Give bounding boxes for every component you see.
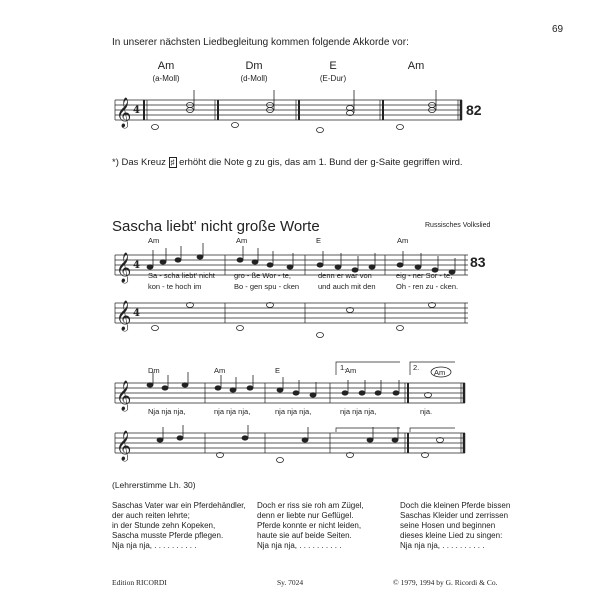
chord-symbol-circled: Am bbox=[434, 368, 446, 377]
chord-label: Am bbox=[407, 60, 425, 72]
composer-note: Russisches Volkslied bbox=[425, 222, 491, 229]
song-title: Sascha liebt' nicht große Worte bbox=[112, 218, 320, 235]
chord-symbol: Am bbox=[236, 236, 248, 245]
lyric-segment: Oh - ren zu - cken. bbox=[396, 282, 459, 291]
chord-symbol: Am bbox=[214, 366, 226, 375]
lyric-segment: gro - ße Wor - te, bbox=[234, 271, 291, 280]
treble-clef-icon: 𝄞 bbox=[116, 253, 132, 283]
chord-sub-label: (a-Moll) bbox=[152, 74, 180, 83]
chord-symbol: Am bbox=[397, 236, 409, 245]
chord-symbol: Dm bbox=[148, 366, 160, 375]
ending-1-label: 1. bbox=[340, 363, 347, 372]
verse-1: Saschas Vater war ein Pferdehändler, der auch reiten lehrte; in der Stunde zehn Kopeken, Sascha musste Pferde pflegen. Nja nja nja, . . . . . . . . . . bbox=[112, 501, 246, 550]
chord-symbol: E bbox=[316, 236, 322, 245]
ending-2-label: 2. bbox=[413, 363, 420, 372]
footer-copyright: © 1979, 1994 by G. Ricordi & Co. bbox=[393, 578, 498, 587]
footer-publisher: Edition RICORDI bbox=[112, 578, 167, 587]
treble-clef-icon: 𝄞 bbox=[116, 381, 132, 411]
chord-symbol: E bbox=[275, 366, 281, 375]
svg-text:4: 4 bbox=[133, 105, 140, 116]
lyric-segment: Nja nja nja, bbox=[148, 407, 186, 416]
treble-clef-icon: 𝄞 bbox=[116, 301, 132, 331]
footnote-marker: *) bbox=[112, 157, 119, 168]
chord-label: E bbox=[329, 60, 337, 72]
footnote-text-before: Das Kreuz bbox=[121, 157, 166, 168]
svg-text:4: 4 bbox=[133, 260, 140, 271]
lyric-segment: eig - ner Sor - te, bbox=[396, 271, 453, 280]
page-number: 69 bbox=[552, 24, 564, 35]
staff-83-lower bbox=[115, 303, 468, 323]
lyric-segment: Sa - scha liebt' nicht bbox=[148, 271, 215, 280]
lyric-segment: kon - te hoch im bbox=[148, 282, 202, 291]
lyric-segment: denn er war von bbox=[318, 271, 372, 280]
chord-label: Am bbox=[157, 60, 175, 72]
lyric-segment: nja nja nja, bbox=[214, 407, 251, 416]
teacher-part-note: (Lehrerstimme Lh. 30) bbox=[112, 480, 196, 490]
staff-sys2-lower bbox=[115, 428, 465, 453]
lyric-segment: nja. bbox=[420, 407, 433, 416]
chord-symbol: Am bbox=[345, 366, 357, 375]
lyric-segment: und auch mit den bbox=[318, 282, 376, 291]
footnote bbox=[112, 157, 463, 168]
chord-label: Dm bbox=[245, 60, 263, 72]
verse-2: Doch er riss sie roh am Zügel, denn er liebte nur Geflügel. Pferde konnte er nicht leiden, haute sie auf beide Seiten. Nja nja nja, . . . . . . . . . . bbox=[257, 501, 364, 550]
svg-text:4: 4 bbox=[133, 308, 140, 319]
footer-catalog-number: Sy. 7024 bbox=[277, 578, 304, 587]
sharp-icon: ♯ bbox=[170, 158, 175, 167]
footnote-text-after: erhöht die Note g zu gis, das am 1. Bund der g-Saite gegriffen wird. bbox=[179, 157, 463, 168]
chord-sub-label: (d-Moll) bbox=[240, 74, 268, 83]
chord-sub-label: (E-Dur) bbox=[319, 74, 347, 83]
treble-clef-icon: 𝄞 bbox=[116, 98, 132, 128]
chord-symbol: Am bbox=[148, 236, 160, 245]
lyric-segment: nja nja nja, bbox=[340, 407, 377, 416]
intro-text: In unserer nächsten Liedbegleitung kommen folgende Akkorde vor: bbox=[112, 37, 409, 48]
lyric-segment: Bo - gen spu - cken bbox=[234, 282, 300, 291]
lyric-segment: nja nja nja, bbox=[275, 407, 312, 416]
example-number: 82 bbox=[466, 102, 482, 118]
staff-82 bbox=[115, 100, 462, 120]
treble-clef-icon: 𝄞 bbox=[116, 431, 132, 461]
verse-3: Doch die kleinen Pferde bissen Saschas Kleider und zerrissen seine Hosen und beginnen dieses kleine Lied zu singen: Nja nja nja, . . . . . . . . . . bbox=[400, 501, 511, 550]
example-number: 83 bbox=[470, 254, 486, 270]
